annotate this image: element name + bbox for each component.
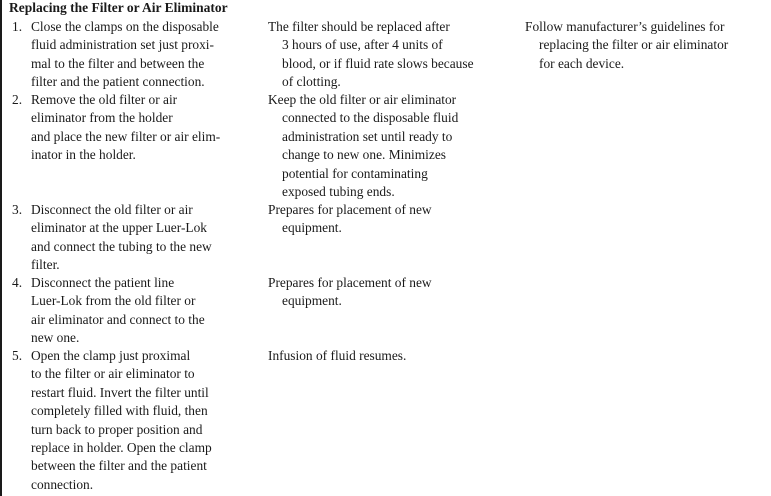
rationale-line: The filter should be replaced after: [268, 19, 450, 34]
section-heading: Replacing the Filter or Air Eliminator: [9, 0, 228, 15]
rationale-line: change to new one. Minimizes: [282, 147, 446, 163]
step-5-line: replace in holder. Open the clamp: [31, 439, 212, 455]
step-5-line: completely filled with fluid, then: [31, 403, 208, 419]
step-4-line: new one.: [31, 330, 80, 346]
step-5-line: restart fluid. Invert the filter until: [31, 384, 209, 400]
note-line: for each device.: [539, 55, 625, 71]
step-4-line: Disconnect the patient line: [31, 275, 175, 290]
rationale-line: exposed tubing ends.: [282, 183, 395, 199]
rationale-line: connected to the disposable fluid: [282, 110, 459, 126]
step-1-text: [31, 18, 219, 92]
step-5-line: to the filter or air eliminator to: [31, 366, 195, 382]
step-2-line: inator in the holder.: [31, 147, 136, 163]
step-3-rationale: [268, 201, 432, 238]
step-2-text: [31, 91, 220, 165]
note-line: Follow manufacturer’s guidelines for: [525, 19, 725, 34]
step-3-number: 3.: [12, 202, 23, 217]
step-5-line: between the filter and the patient: [31, 458, 207, 474]
rationale-line: equipment.: [282, 293, 342, 309]
step-4-line: air eliminator and connect to the: [31, 311, 205, 327]
manufacturer-note: [525, 18, 728, 73]
step-3-text: [31, 201, 212, 275]
rationale-line: 3 hours of use, after 4 units of: [282, 37, 443, 53]
step-2-line: eliminator from the holder: [31, 110, 173, 126]
step-2-line: and place the new filter or air elim-: [31, 128, 221, 144]
step-3-line: eliminator at the upper Luer-Lok: [31, 220, 207, 236]
step-5-line: Open the clamp just proximal: [31, 348, 191, 363]
step-4-number: 4.: [12, 275, 23, 290]
step-1-line: filter and the patient connection.: [31, 74, 205, 90]
step-4-rationale: [268, 274, 432, 311]
step-2-rationale: [268, 91, 458, 201]
step-2-number: 2.: [12, 92, 23, 107]
step-2-line: Remove the old filter or air: [31, 92, 178, 107]
step-5-number: 5.: [12, 348, 23, 363]
step-1-rationale: [268, 18, 474, 92]
step-1-line: Close the clamps on the disposable: [31, 19, 219, 34]
step-1-number: 1.: [12, 19, 23, 34]
rationale-line: blood, or if fluid rate slows because: [282, 55, 474, 71]
rationale-line: of clotting.: [282, 74, 341, 90]
step-4-text: [31, 274, 205, 348]
step-3-line: Disconnect the old filter or air: [31, 202, 193, 217]
rationale-line: equipment.: [282, 220, 342, 236]
rationale-line: Prepares for placement of new: [268, 275, 432, 290]
step-5-line: connection.: [31, 476, 94, 492]
rationale-line: Prepares for placement of new: [268, 202, 432, 217]
rationale-line: Keep the old filter or air eliminator: [268, 92, 457, 107]
step-1-line: mal to the filter and between the: [31, 55, 205, 71]
step-1-line: fluid administration set just proxi-: [31, 37, 214, 53]
step-5-rationale: [268, 347, 406, 365]
step-5-text: [31, 347, 212, 494]
step-3-line: and connect the tubing to the new: [31, 238, 212, 254]
rationale-line: Infusion of fluid resumes.: [268, 348, 407, 363]
note-line: replacing the filter or air eliminator: [539, 37, 729, 53]
step-4-line: Luer-Lok from the old filter or: [31, 293, 196, 309]
rationale-line: potential for contaminating: [282, 165, 428, 181]
step-3-line: filter.: [31, 257, 60, 273]
rationale-line: administration set until ready to: [282, 128, 453, 144]
step-5-line: turn back to proper position and: [31, 421, 203, 437]
